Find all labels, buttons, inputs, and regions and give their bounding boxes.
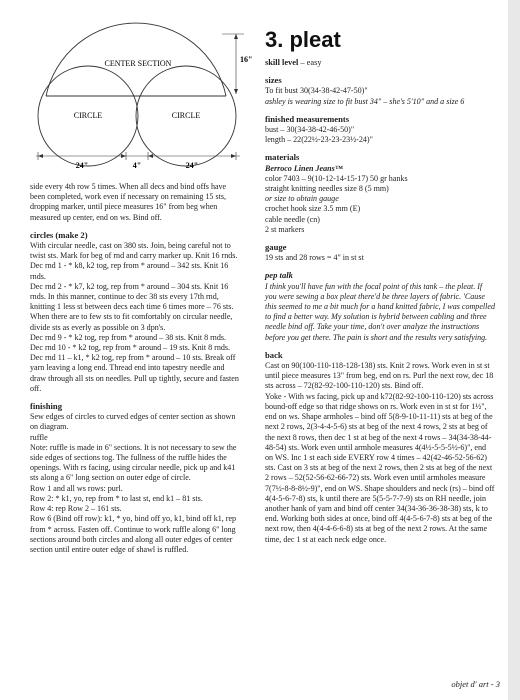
gauge-line: 19 sts and 28 rows = 4" in st st [265,253,364,263]
page-edge [508,0,520,700]
back-para-1: Cast on 90(100-110-118-128-138) sts. Knit 2 rows. Work even in st st until piece measures 13" from beg, end on rs. Purl the next row, dec 18 sts across – 72(82-92-100-110-120) sts. Bind off. [265,361,494,391]
materials-line-3: or size to obtain gauge [265,194,339,204]
ruffle-row-2: Row 2: * k1, yo, rep from * to last st, end k1 – 81 sts. [30,493,203,503]
finishing-heading: finishing [30,401,63,412]
sizes-heading: sizes [265,75,282,86]
dim-height-label: 16" [240,55,253,64]
ruffle-row-6: Row 6 (Bind off row): k1, * yo, bind off yo, k1, bind off k1, rep from * across. Fasten off. Continue to work ruffle along 6" long sections around both circles and along all outer edges of center section until entire outer edge of shawl is ruffled. [30,514,237,554]
pattern-title: 3. pleat [265,27,341,52]
circles-para-3: Dec rnd 2 - * k7, k2 tog, rep from * around – 304 sts. Knit 16 rnds. In this manner, continue to dec 38 sts every 17th rnd, knitting 1 less st between decs each time 6 times more – 76 sts. When there are to few sts to fit comfortably on circular needle, divide sts as everly as possible on 3 dpn's. [30,281,234,332]
skill-level-value: – easy [298,58,322,67]
finished-heading: finished measurements [265,113,350,124]
circles-para-2: Dec rnd 1 - * k8, k2 tog, rep from * around – 342 sts. Knit 16 rnds. [30,261,229,281]
materials-line-6: 2 st markers [265,224,305,234]
materials-brand: Berroco Linen Jeans™ [265,163,343,173]
finishing-para-1: Sew edges of circles to curved edges of center section as shown on diagram. [30,412,236,432]
materials-heading: materials [265,152,300,163]
sizes-line-2: ashley is wearing size to fit bust 34" – she's 5'10" and a size 6 [265,96,465,106]
circles-para-1: With circular needle, cast on 380 sts. Join, being careful not to twist sts. Mark for beg of rnd and carry marker up. Knit 16 rnds. [30,241,238,261]
circles-para-5: Dec rnd 10 - * k2 tog, rep from * around – 19 sts. Knit 8 rnds. [30,343,231,353]
pep-talk-text: I think you'll have fun with the focal point of this tank – the pleat. If you were sewing a box pleat there'd be three layers of fabric. 'Cause this seemed to me a bit much for a hand knitted fabric, I was compelled to find a better way. My solution is hybrid between cabling and three needle bind off. Take your time, don't over analyze the instructions before you get there. The pain is short and the results very satisfying. [265,281,495,342]
intro-paragraph: side every 4th row 5 times. When all decs and bind offs have been completed, work even if necessary on remaining 15 sts, dropping marker, until piece measures 16" from beg when measured up center, end on ws. Bind off. [30,182,227,222]
materials-line-4: crochet hook size 3.5 mm (E) [265,204,361,214]
circle-right-label: CIRCLE [171,111,201,120]
left-column [30,182,242,555]
pep-talk-heading: pep talk [265,270,293,281]
skill-level [265,58,495,68]
page-footer: objet d' art - 3 [451,679,500,689]
materials-line-2: straight knitting needles size 8 (5 mm) [265,184,389,194]
gauge-heading: gauge [265,242,287,253]
sizes-line-1: To fit bust 30(34-38-42-47-50)" [265,86,368,96]
materials-line-5: cable needle (cn) [265,214,320,224]
dim-left-label: 24" [75,161,89,170]
ruffle-note: Note: ruffle is made in 6" sections. It is not necessary to sew the side edges of sections tog. The fullness of the ruffle hides the openings. With rs facing, using circular needle, pick up and k41 sts along a 6" long section on outer edge of circle. [30,442,237,483]
ruffle-label: ruffle [30,432,48,442]
finished-bust: bust – 30(34-38-42-46-50)" [265,125,355,135]
ruffle-row-4: Row 4: rep Row 2 – 161 sts. [30,504,122,514]
circles-para-6: Dec rnd 11 – k1, * k2 tog, rep from * around – 10 sts. Break off yarn leaving a long end. Thread end into tapestry needle and draw through all sts on needles. Pull up tightly, secure and fasten off. [30,353,239,393]
circles-para-4: Dec rnd 9 - * k2 tog, rep from * around – 38 sts. Knit 8 rnds. [30,332,227,342]
right-column [265,28,495,545]
back-para-2: Yoke - With ws facing, pick up and k72(82-92-100-110-120) sts across bound-off edge so that ridge shows on rs. Work even in st st for 1½", end on ws. Shape armholes – bind off 5(8-9-10-11-11) sts at beg of the next 2 rows, 2(3-4-4-5-6) sts at beg of the next 4 rows, 2 sts at beg of the next 8 rows, then dec 1 st at beg of the next 4 rows – 34(34-38-44-48-54) sts. Work even until armhole measures 4(4½-5-5-5½-6)", end on WS. Inc 1 st each side EVERY row 4 times – 42(42-46-52-56-62) sts. Cast on 3 sts at beg of the next 2 rows, then 2 sts at beg of the next 2 rows – 52(52-56-62-66-72) sts. Work even until armholes measure 7(7½-8-8-8½-9)", end on WS. Shape shoulders and neck (rs) – bind off 4(4-5-6-7-8) sts, k until there are 5(5-5-7-7-9) sts on RH needle, join another hank of yarn and bind off center 34(34-36-36-38-38) sts, k to end. Working both sides at once, bind off 4(4-5-6-7-8) sts at beg of the next row, then 4(4-4-6-6-8) sts at beg of the next 2 rows. At the same time, dec 1 st at each neck edge once. [265,391,495,544]
circles-heading: circles (make 2) [30,229,88,240]
shawl-diagram [28,28,253,184]
ruffle-row-1: Row 1 and all ws rows: purl. [30,483,123,493]
skill-level-label: skill level [265,58,299,67]
finished-length: length – 22(22½-23-23-23½-24)" [265,135,373,145]
center-section-label: CENTER SECTION [104,59,172,68]
circle-left-label: CIRCLE [73,111,103,120]
dim-mid-label: 4" [132,161,142,170]
dim-right-label: 24" [185,161,199,170]
back-heading: back [265,349,283,360]
materials-line-1: color 7403 – 9(10-12-14-15-17) 50 gr hanks [265,173,408,183]
